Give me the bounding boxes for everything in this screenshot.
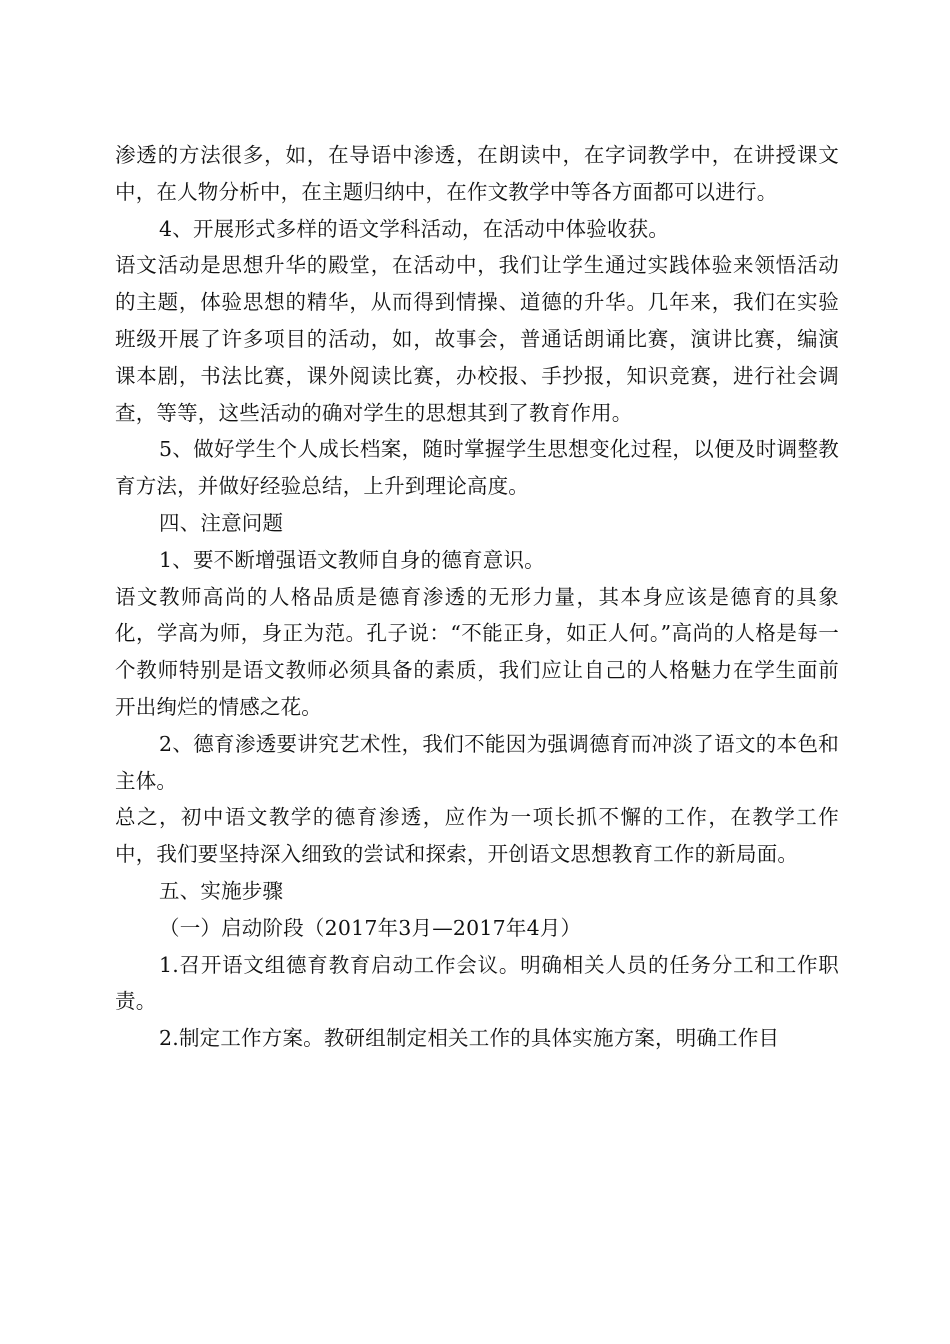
section-heading: 五、实施步骤 [159,878,284,903]
paragraph: 总之，初中语文教学的德育渗透，应作为一项长抓不懈的工作，在教学工作中，我们要坚持深入细致的尝试和探索，开创语文思想教育工作的新局面。 [115,805,839,867]
paragraph: 4、开展形式多样的语文学科活动，在活动中体验收获。 [159,216,670,241]
paragraph: 2、德育渗透要讲究艺术性，我们不能因为强调德育而冲淡了语文的本色和主体。 [115,731,839,793]
paragraph: 语文教师高尚的人格品质是德育渗透的无形力量，其本身应该是德育的具象化，学高为师，身正为范。孔子说：“不能正身，如正人何。”高尚的人格是每一个教师特别是语文教师必须具备的素质，我们应让自己的人格魅力在学生面前开出绚烂的情感之花。 [115,584,839,719]
paragraph: 语文活动是思想升华的殿堂，在活动中，我们让学生通过实践体验来领悟活动的主题，体验思想的精华，从而得到情操、道德的升华。几年来，我们在实验班级开展了许多项目的活动，如，故事会，普通话朗诵比赛，演讲比赛，编演课本剧，书法比赛，课外阅读比赛，办校报、手抄报，知识竞赛，进行社会调查，等等，这些活动的确对学生的思想其到了教育作用。 [115,253,839,425]
paragraph: 1.召开语文组德育教育启动工作会议。明确相关人员的任务分工和工作职责。 [115,952,839,1014]
document-body [115,137,839,1057]
paragraph: 2.制定工作方案。教研组制定相关工作的具体实施方案，明确工作目 [159,1026,780,1051]
subsection-heading: （一）启动阶段（2017年3月—2017年4月） [159,915,582,940]
paragraph: 1、要不断增强语文教师自身的德育意识。 [159,547,545,572]
paragraph: 渗透的方法很多，如，在导语中渗透，在朗读中，在字词教学中，在讲授课文中，在人物分析中，在主题归纳中，在作文教学中等各方面都可以进行。 [115,143,839,204]
paragraph: 5、做好学生个人成长档案，随时掌握学生思想变化过程，以便及时调整教育方法，并做好经验总结，上升到理论高度。 [115,437,839,499]
section-heading: 四、注意问题 [159,510,284,535]
